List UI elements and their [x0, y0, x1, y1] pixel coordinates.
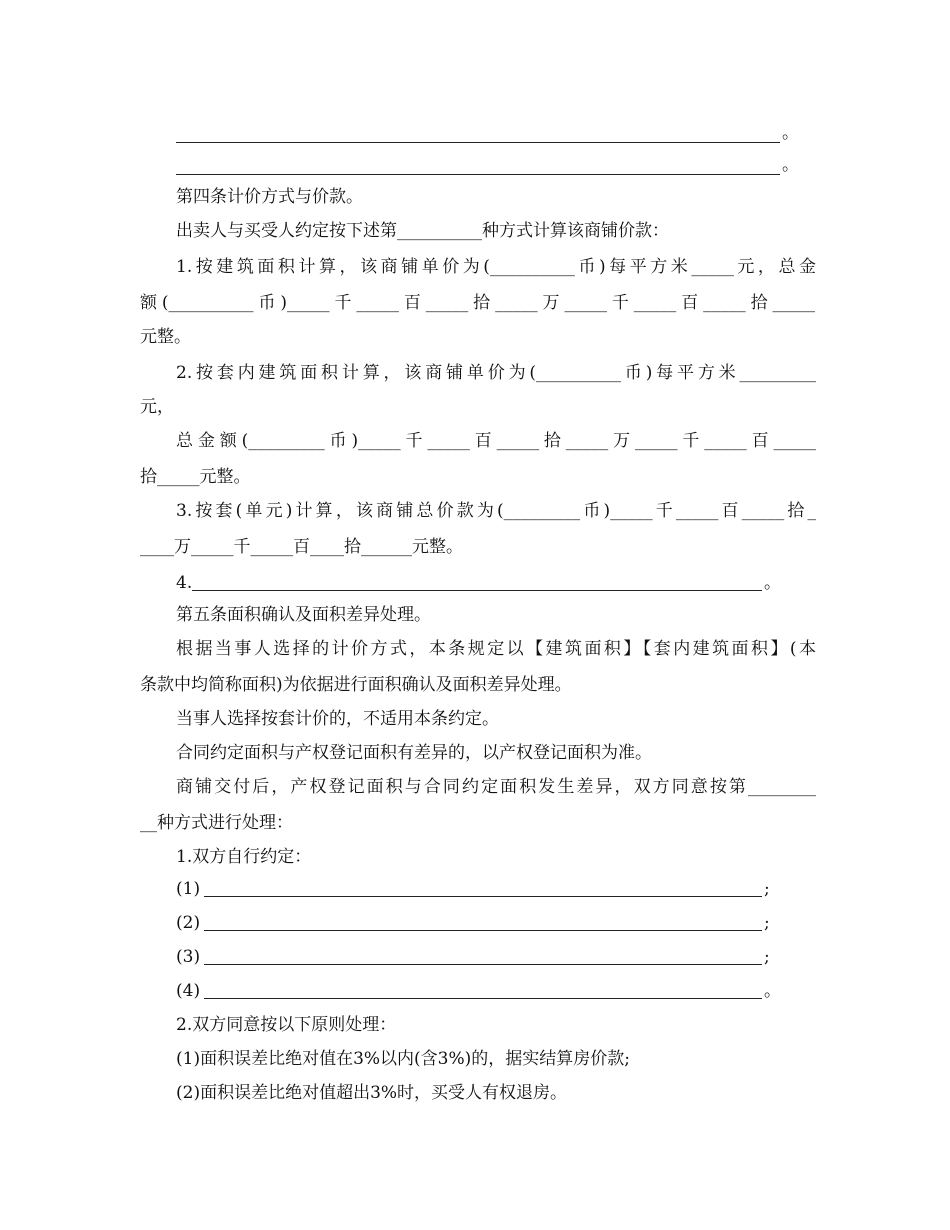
- article5-option2-principle1: (1)面积误差比绝对值在3%以内(含3%)的，据实结算房价款;: [176, 1049, 631, 1069]
- blank-line-1: [176, 142, 780, 143]
- article4-item1-line1: 1.按建筑面积计算，该商铺单价为(__________币)每平方米_____元，总金: [176, 257, 816, 277]
- option1-item-blank: [204, 964, 762, 965]
- option1-item-end: ;: [764, 947, 770, 967]
- article4-item4-end: 。: [764, 573, 781, 593]
- article5-para4-line1: 商铺交付后，产权登记面积与合同约定面积发生差异，双方同意按第________: [176, 777, 816, 797]
- article4-intro: 出卖人与买受人约定按下述第__________种方式计算该商铺价款：: [176, 221, 669, 241]
- option1-item-end: ;: [764, 913, 770, 933]
- blank-line-2: [176, 174, 780, 175]
- option1-item-blank: [204, 930, 762, 931]
- option1-item-blank: [204, 998, 762, 999]
- option1-item-label: (1): [176, 879, 201, 899]
- article4-item4-blank: [192, 590, 762, 591]
- article5-option2-principle2: (2)面积误差比绝对值超出3%时，买受人有权退房。: [176, 1083, 568, 1103]
- option1-item-label: (4): [176, 981, 201, 1001]
- article4-item1-line2: 额(__________币)_____千_____百_____拾_____万_____千_____百_____拾_____: [140, 293, 815, 313]
- blank-line-2-end: 。: [782, 155, 799, 175]
- article4-item1-line3: 元整。: [140, 327, 191, 347]
- option1-item-blank: [204, 896, 762, 897]
- article5-para1-line1: 根据当事人选择的计价方式，本条规定以【建筑面积】【套内建筑面积】(本: [176, 639, 816, 659]
- article5-title: 第五条面积确认及面积差异处理。: [176, 605, 431, 625]
- article5-para4-line2: __种方式进行处理：: [140, 813, 293, 833]
- article5-option2-title: 2.双方同意按以下原则处理：: [176, 1015, 397, 1035]
- option1-item-end: 。: [764, 981, 781, 1001]
- article5-para2: 当事人选择按套计价的，不适用本条约定。: [176, 709, 499, 729]
- option1-item-end: ;: [764, 879, 770, 899]
- article5-para1-line2: 条款中均简称面积)为依据进行面积确认及面积差异处理。: [140, 675, 572, 695]
- article5-option1-title: 1.双方自行约定：: [176, 847, 312, 867]
- article4-title: 第四条计价方式与价款。: [176, 187, 363, 207]
- article4-item3-line1: 3.按套(单元)计算，该商铺总价款为(_________币)_____千_____百_____拾_: [176, 501, 816, 521]
- article5-para3: 合同约定面积与产权登记面积有差异的，以产权登记面积为准。: [176, 743, 652, 763]
- option1-item-label: (2): [176, 913, 201, 933]
- article4-item4-label: 4.: [176, 573, 193, 593]
- article4-item3-line2: ____万_____千_____百____拾______元整。: [140, 537, 463, 557]
- article4-item2-line1: 2.按套内建筑面积计算，该商铺单价为(__________币)每平方米_________: [176, 363, 816, 383]
- blank-line-1-end: 。: [782, 123, 799, 143]
- article4-item2-line4: 拾_____元整。: [140, 467, 251, 487]
- option1-item-label: (3): [176, 947, 201, 967]
- article4-item2-line3: 总金额(_________币)_____千_____百_____拾_____万_____千_____百_____: [176, 431, 816, 451]
- article4-item2-line2: 元，: [140, 397, 174, 417]
